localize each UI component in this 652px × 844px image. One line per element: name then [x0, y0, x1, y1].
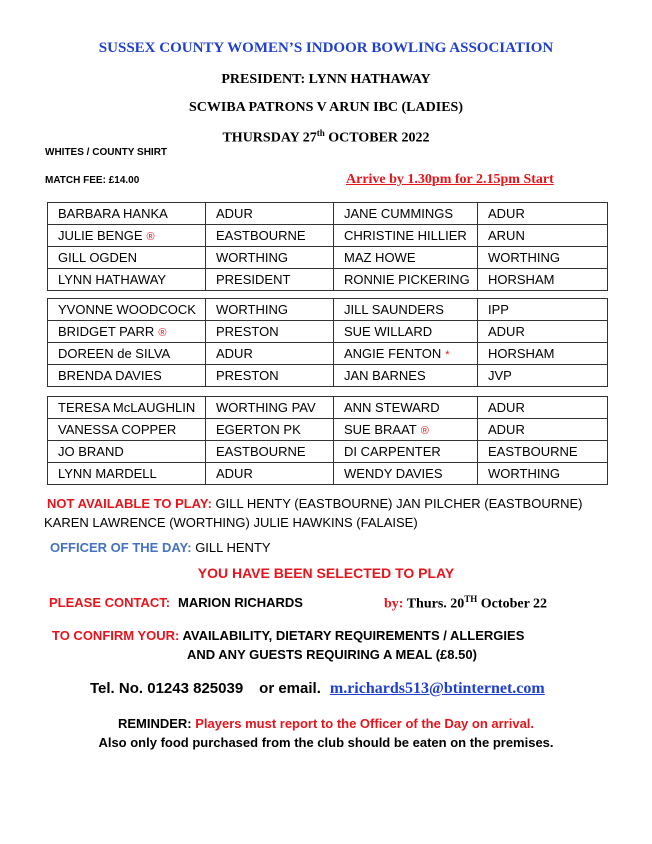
player-club-cell: [478, 225, 608, 247]
player-club-cell: [206, 365, 334, 387]
officer-label: OFFICER OF THE DAY:: [50, 540, 192, 555]
player-marker: *: [445, 349, 450, 361]
player-club-cell: [206, 419, 334, 441]
player-name-cell: [334, 419, 478, 441]
rink-table-2: [47, 298, 608, 387]
table-row: [48, 441, 608, 463]
player-club-cell: [206, 463, 334, 485]
deadline-suffix: October 22: [477, 596, 548, 612]
player-club: ADUR: [216, 346, 253, 361]
player-name-cell: [334, 247, 478, 269]
match-line: SCWIBA PATRONS V ARUN IBC (LADIES): [189, 100, 463, 115]
rink-table-1: [47, 202, 608, 291]
player-club-cell: [478, 463, 608, 485]
player-name-cell: [48, 203, 206, 225]
player-name-cell: [334, 441, 478, 463]
not-available-line2: KAREN LAWRENCE (WORTHING) JULIE HAWKINS (FALAISE): [44, 515, 418, 530]
player-name: MAZ HOWE: [344, 250, 416, 265]
player-club: ADUR: [216, 206, 253, 221]
player-name: DI CARPENTER: [344, 444, 441, 459]
table-row: [48, 343, 608, 365]
player-club: ARUN: [488, 228, 525, 243]
player-name-cell: [48, 441, 206, 463]
player-marker: ®: [158, 327, 167, 339]
table-row: [48, 365, 608, 387]
player-club: ADUR: [488, 324, 525, 339]
player-name: GILL OGDEN: [58, 250, 137, 265]
reminder-line1: [0, 716, 652, 731]
table-row: [48, 247, 608, 269]
contact-label: PLEASE CONTACT:: [49, 595, 171, 610]
arrival-time: Arrive by 1.30pm for 2.15pm Start: [346, 172, 554, 187]
player-club-cell: [478, 441, 608, 463]
player-name-cell: [48, 419, 206, 441]
player-club-cell: [206, 321, 334, 343]
table-row: [48, 419, 608, 441]
confirm-items: AVAILABILITY, DIETARY REQUIREMENTS / ALLERGIES: [179, 628, 525, 643]
association-title: SUSSEX COUNTY WOMEN’S INDOOR BOWLING ASSOCIATION: [98, 40, 554, 56]
player-name-cell: [334, 203, 478, 225]
player-name-cell: [48, 299, 206, 321]
player-club: PRESTON: [216, 324, 279, 339]
email-label: or email.: [259, 680, 321, 697]
player-name-cell: [48, 343, 206, 365]
confirm-line2: AND ANY GUESTS REQUIRING A MEAL (£8.50): [187, 647, 477, 662]
player-club-cell: [206, 225, 334, 247]
player-club-cell: [478, 247, 608, 269]
confirm-label: TO CONFIRM YOUR:: [52, 628, 180, 643]
player-name-cell: [334, 321, 478, 343]
player-club: PRESIDENT: [216, 272, 291, 287]
not-available-names-1: GILL HENTY (EASTBOURNE) JAN PILCHER (EASTBOURNE): [211, 496, 583, 511]
player-name: CHRISTINE HILLIER: [344, 228, 467, 243]
table-row: [48, 299, 608, 321]
player-name-cell: [334, 365, 478, 387]
player-club: WORTHING: [488, 466, 560, 481]
player-name-cell: [48, 269, 206, 291]
player-name-cell: [48, 463, 206, 485]
player-name-cell: [48, 397, 206, 419]
player-name: TERESA McLAUGHLIN: [58, 400, 196, 415]
email-link[interactable]: m.richards513@btinternet.com: [329, 680, 545, 697]
player-name: ANN STEWARD: [344, 400, 440, 415]
player-club-cell: [478, 343, 608, 365]
player-name: DOREEN de SILVA: [58, 346, 171, 361]
player-club: ADUR: [488, 206, 525, 221]
player-name: SUE BRAAT: [344, 422, 417, 437]
officer-name: GILL HENTY: [195, 540, 271, 555]
player-name: VANESSA COPPER: [58, 422, 177, 437]
player-name: JANE CUMMINGS: [344, 206, 454, 221]
player-club-cell: [206, 269, 334, 291]
table-row: [48, 203, 608, 225]
player-club: HORSHAM: [488, 272, 555, 287]
table-row: [48, 397, 608, 419]
player-club: EASTBOURNE: [216, 228, 306, 243]
player-name-cell: [334, 463, 478, 485]
player-club: ADUR: [488, 400, 525, 415]
player-club-cell: [478, 397, 608, 419]
contact-name: MARION RICHARDS: [178, 595, 303, 610]
contact-details: [90, 680, 545, 698]
player-name: YVONNE WOODCOCK: [58, 302, 196, 317]
player-club-cell: [478, 365, 608, 387]
match-fee: MATCH FEE: £14.00: [45, 175, 140, 186]
player-marker: ®: [146, 231, 155, 243]
player-club-cell: [206, 343, 334, 365]
player-club-cell: [478, 269, 608, 291]
player-club-cell: [478, 299, 608, 321]
player-name-cell: [48, 225, 206, 247]
president-line: PRESIDENT: LYNN HATHAWAY: [221, 72, 431, 87]
contact-deadline: [384, 594, 547, 613]
player-name: BARBARA HANKA: [58, 206, 168, 221]
officer-line: [50, 540, 271, 555]
date-suffix: OCTOBER 2022: [324, 130, 430, 146]
phone-number: Tel. No. 01243 825039: [90, 680, 244, 697]
player-club-cell: [206, 299, 334, 321]
player-name: LYNN HATHAWAY: [58, 272, 167, 287]
player-club: WORTHING: [488, 250, 560, 265]
deadline-prefix: Thurs. 20: [403, 596, 465, 612]
player-name-cell: [48, 365, 206, 387]
player-club: WORTHING: [216, 302, 288, 317]
player-club-cell: [478, 321, 608, 343]
player-name: RONNIE PICKERING: [344, 272, 470, 287]
player-club: PRESTON: [216, 368, 279, 383]
rink-table-3: [47, 396, 608, 485]
player-name-cell: [334, 269, 478, 291]
player-name: SUE WILLARD: [344, 324, 433, 339]
player-name: ANGIE FENTON: [344, 346, 442, 361]
player-club-cell: [206, 203, 334, 225]
player-name: BRIDGET PARR: [58, 324, 155, 339]
player-club: ADUR: [216, 466, 253, 481]
table-row: [48, 321, 608, 343]
player-name: BRENDA DAVIES: [58, 368, 162, 383]
player-name: JAN BARNES: [344, 368, 426, 383]
player-club: EASTBOURNE: [488, 444, 578, 459]
confirm-line1: [52, 628, 524, 643]
player-name: LYNN MARDELL: [58, 466, 157, 481]
table-row: [48, 225, 608, 247]
not-available-label: NOT AVAILABLE TO PLAY:: [47, 496, 212, 511]
table-row: [48, 463, 608, 485]
player-marker: ®: [420, 425, 429, 437]
player-club: EGERTON PK: [216, 422, 301, 437]
player-name: WENDY DAVIES: [344, 466, 443, 481]
player-name: JO BRAND: [58, 444, 124, 459]
player-name: JILL SAUNDERS: [344, 302, 444, 317]
player-club: HORSHAM: [488, 346, 555, 361]
player-club-cell: [206, 441, 334, 463]
player-club: EASTBOURNE: [216, 444, 306, 459]
player-name-cell: [334, 299, 478, 321]
deadline-label: by:: [384, 596, 404, 612]
player-club-cell: [478, 419, 608, 441]
player-name-cell: [48, 247, 206, 269]
reminder-label: REMINDER:: [117, 716, 192, 731]
player-club: IPP: [488, 302, 509, 317]
selected-notice: YOU HAVE BEEN SELECTED TO PLAY: [197, 565, 455, 581]
dress-code: WHITES / COUNTY SHIRT: [45, 147, 168, 158]
player-club: JVP: [488, 368, 512, 383]
player-club-cell: [206, 247, 334, 269]
player-club-cell: [206, 397, 334, 419]
table-row: [48, 269, 608, 291]
deadline-sup: TH: [464, 594, 478, 604]
match-date: [0, 128, 652, 147]
not-available-line1: [47, 496, 583, 511]
player-club-cell: [478, 203, 608, 225]
player-name-cell: [334, 343, 478, 365]
player-name-cell: [48, 321, 206, 343]
player-name: JULIE BENGE: [58, 228, 143, 243]
reminder-line2: Also only food purchased from the club should be eaten on the premises.: [98, 735, 554, 750]
date-prefix: THURSDAY 27: [222, 130, 317, 146]
date-suffix-sup: th: [316, 128, 325, 138]
player-name-cell: [334, 397, 478, 419]
player-club: WORTHING PAV: [216, 400, 316, 415]
reminder-text: Players must report to the Officer of the Day on arrival.: [191, 716, 535, 731]
player-club: WORTHING: [216, 250, 288, 265]
player-club: ADUR: [488, 422, 525, 437]
player-name-cell: [334, 225, 478, 247]
